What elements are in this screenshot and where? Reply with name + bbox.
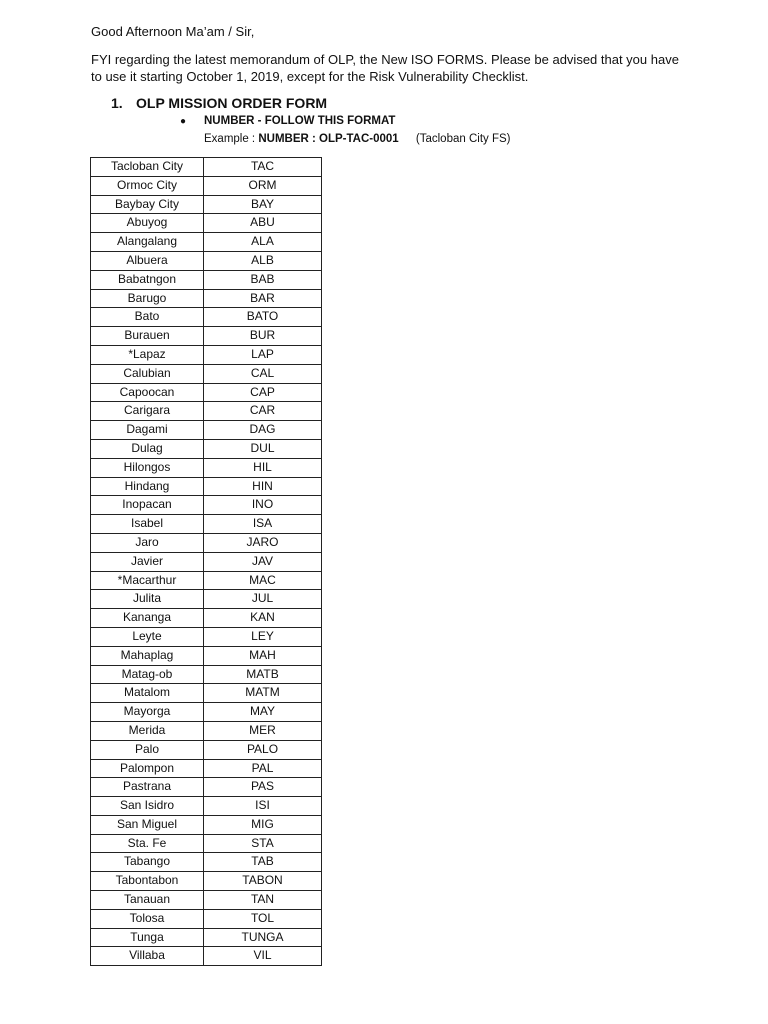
municipality-name-cell: Mayorga	[91, 703, 204, 722]
municipality-code-cell: TAN	[204, 891, 322, 910]
bullet-item	[180, 115, 395, 127]
municipality-code-cell: TAC	[204, 158, 322, 177]
municipality-name-cell: Matag-ob	[91, 665, 204, 684]
municipality-name-cell: Tanauan	[91, 891, 204, 910]
municipality-name-cell: Hindang	[91, 477, 204, 496]
table-row	[91, 270, 322, 289]
municipality-code-cell: KAN	[204, 609, 322, 628]
municipality-code-cell: MIG	[204, 815, 322, 834]
municipality-name-cell: Babatngon	[91, 270, 204, 289]
section-title: OLP MISSION ORDER FORM	[136, 95, 328, 111]
municipality-name-cell: Baybay City	[91, 195, 204, 214]
table-body	[91, 158, 322, 966]
municipality-code-cell: ORM	[204, 176, 322, 195]
table-row	[91, 891, 322, 910]
municipality-code-cell: BAR	[204, 289, 322, 308]
municipality-name-cell: Javier	[91, 552, 204, 571]
municipality-code-cell: ALB	[204, 251, 322, 270]
municipality-name-cell: Palo	[91, 740, 204, 759]
municipality-code-cell: ALA	[204, 233, 322, 252]
municipality-name-cell: Tabango	[91, 853, 204, 872]
municipality-code-cell: CAL	[204, 364, 322, 383]
table-row	[91, 176, 322, 195]
table-row	[91, 797, 322, 816]
municipality-name-cell: Albuera	[91, 251, 204, 270]
municipality-name-cell: Bato	[91, 308, 204, 327]
table-row	[91, 214, 322, 233]
table-row	[91, 721, 322, 740]
municipality-name-cell: Calubian	[91, 364, 204, 383]
table-row	[91, 421, 322, 440]
table-row	[91, 251, 322, 270]
bullet-icon: ●	[180, 116, 187, 127]
table-row	[91, 571, 322, 590]
municipality-code-cell: JUL	[204, 590, 322, 609]
municipality-name-cell: Tunga	[91, 928, 204, 947]
municipality-code-cell: DUL	[204, 439, 322, 458]
municipality-name-cell: Merida	[91, 721, 204, 740]
municipality-code-table	[90, 157, 322, 966]
municipality-name-cell: Jaro	[91, 533, 204, 552]
municipality-name-cell: Inopacan	[91, 496, 204, 515]
table-row	[91, 533, 322, 552]
table-row	[91, 909, 322, 928]
table-row	[91, 345, 322, 364]
municipality-code-cell: MATB	[204, 665, 322, 684]
municipality-name-cell: Sta. Fe	[91, 834, 204, 853]
example-note: (Tacloban City FS)	[415, 133, 511, 145]
table-row	[91, 477, 322, 496]
table-row	[91, 195, 322, 214]
municipality-name-cell: Dagami	[91, 421, 204, 440]
table-row	[91, 627, 322, 646]
municipality-name-cell: Pastrana	[91, 778, 204, 797]
table-row	[91, 158, 322, 177]
table-row	[91, 383, 322, 402]
example-label: Example :	[204, 133, 256, 145]
municipality-name-cell: Alangalang	[91, 233, 204, 252]
municipality-name-cell: Barugo	[91, 289, 204, 308]
municipality-name-cell: Mahaplag	[91, 646, 204, 665]
municipality-name-cell: Tabontabon	[91, 872, 204, 891]
municipality-code-cell: BAY	[204, 195, 322, 214]
municipality-code-cell: TUNGA	[204, 928, 322, 947]
municipality-code-cell: ISA	[204, 515, 322, 534]
municipality-code-cell: TOL	[204, 909, 322, 928]
table-row	[91, 928, 322, 947]
table-row	[91, 684, 322, 703]
municipality-name-cell: Capoocan	[91, 383, 204, 402]
table-row	[91, 364, 322, 383]
municipality-code-cell: MER	[204, 721, 322, 740]
municipality-code-cell: MAC	[204, 571, 322, 590]
municipality-code-cell: JAV	[204, 552, 322, 571]
table-row	[91, 665, 322, 684]
municipality-code-cell: CAR	[204, 402, 322, 421]
municipality-code-cell: TABON	[204, 872, 322, 891]
municipality-code-cell: MAH	[204, 646, 322, 665]
municipality-code-cell: TAB	[204, 853, 322, 872]
bullet-text: NUMBER - FOLLOW THIS FORMAT	[204, 115, 396, 127]
table-row	[91, 515, 322, 534]
municipality-code-cell: MATM	[204, 684, 322, 703]
table-row	[91, 815, 322, 834]
municipality-name-cell: Leyte	[91, 627, 204, 646]
table-row	[91, 233, 322, 252]
table-row	[91, 853, 322, 872]
table-row	[91, 496, 322, 515]
table-row	[91, 778, 322, 797]
municipality-name-cell: Tacloban City	[91, 158, 204, 177]
municipality-code-cell: PAL	[204, 759, 322, 778]
municipality-code-cell: CAP	[204, 383, 322, 402]
municipality-name-cell: Palompon	[91, 759, 204, 778]
municipality-code-cell: INO	[204, 496, 322, 515]
municipality-code-cell: BATO	[204, 308, 322, 327]
municipality-name-cell: Dulag	[91, 439, 204, 458]
table-row	[91, 609, 322, 628]
table-row	[91, 308, 322, 327]
municipality-name-cell: Abuyog	[91, 214, 204, 233]
table-row	[91, 759, 322, 778]
section-heading	[111, 95, 327, 111]
municipality-code-cell: ISI	[204, 797, 322, 816]
municipality-name-cell: Isabel	[91, 515, 204, 534]
table-row	[91, 439, 322, 458]
table-row	[91, 740, 322, 759]
municipality-name-cell: Burauen	[91, 327, 204, 346]
greeting-line: Good Afternoon Ma’am / Sir,	[91, 24, 255, 39]
table-row	[91, 834, 322, 853]
table-row	[91, 552, 322, 571]
table-row	[91, 947, 322, 966]
municipality-name-cell: Carigara	[91, 402, 204, 421]
municipality-code-cell: HIL	[204, 458, 322, 477]
municipality-code-cell: PAS	[204, 778, 322, 797]
municipality-code-cell: JARO	[204, 533, 322, 552]
table-row	[91, 458, 322, 477]
section-number: 1.	[111, 95, 123, 111]
municipality-code-cell: ABU	[204, 214, 322, 233]
municipality-name-cell: Ormoc City	[91, 176, 204, 195]
table-row	[91, 402, 322, 421]
municipality-name-cell: Matalom	[91, 684, 204, 703]
example-line	[204, 133, 511, 145]
municipality-name-cell: Julita	[91, 590, 204, 609]
municipality-code-cell: STA	[204, 834, 322, 853]
municipality-code-cell: LAP	[204, 345, 322, 364]
example-code: NUMBER : OLP-TAC-0001	[258, 133, 399, 145]
table-row	[91, 289, 322, 308]
table-row	[91, 646, 322, 665]
municipality-code-cell: HIN	[204, 477, 322, 496]
municipality-name-cell: Villaba	[91, 947, 204, 966]
municipality-name-cell: *Macarthur	[91, 571, 204, 590]
municipality-code-cell: PALO	[204, 740, 322, 759]
table-row	[91, 872, 322, 891]
municipality-code-cell: BAB	[204, 270, 322, 289]
municipality-name-cell: *Lapaz	[91, 345, 204, 364]
municipality-code-cell: BUR	[204, 327, 322, 346]
table-row	[91, 703, 322, 722]
municipality-name-cell: Hilongos	[91, 458, 204, 477]
municipality-code-cell: MAY	[204, 703, 322, 722]
table-row	[91, 590, 322, 609]
municipality-name-cell: Kananga	[91, 609, 204, 628]
municipality-code-cell: VIL	[204, 947, 322, 966]
memo-paragraph: FYI regarding the latest memorandum of OLP, the New ISO FORMS. Please be advised that you have to use it starting October 1, 2019, except for the Risk Vulnerability Checklist.	[91, 52, 679, 84]
municipality-name-cell: San Isidro	[91, 797, 204, 816]
table-row	[91, 327, 322, 346]
municipality-code-cell: LEY	[204, 627, 322, 646]
municipality-name-cell: Tolosa	[91, 909, 204, 928]
municipality-name-cell: San Miguel	[91, 815, 204, 834]
municipality-code-cell: DAG	[204, 421, 322, 440]
